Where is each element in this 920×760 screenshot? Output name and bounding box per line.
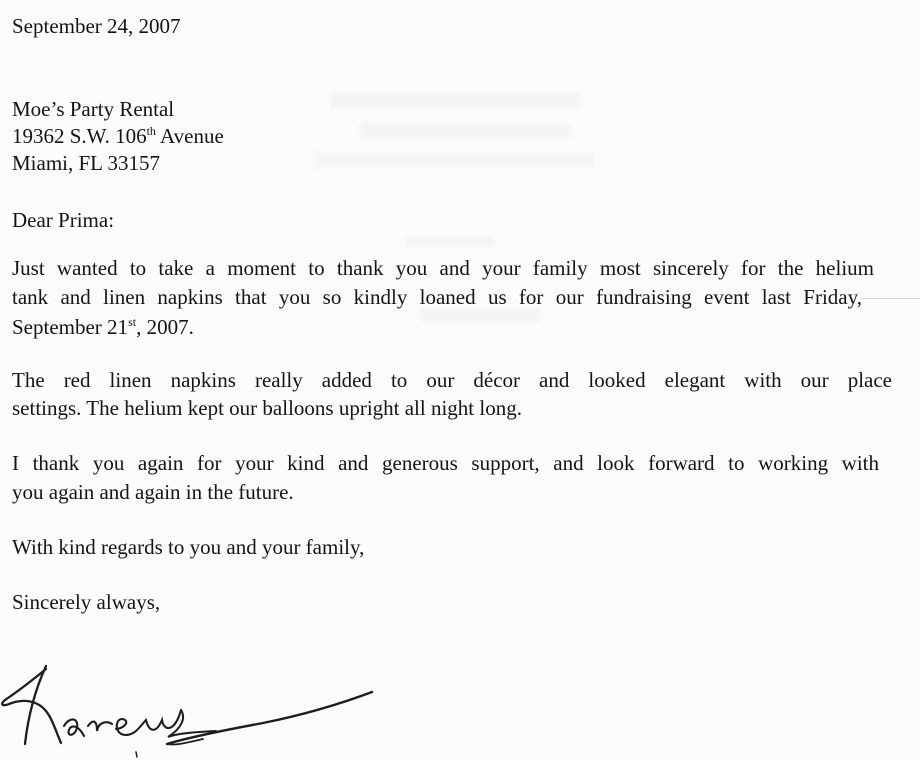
bleed-through-mark [420, 308, 540, 322]
event-date-day: September 21 [12, 315, 129, 339]
letter-date: September 24, 2007 [12, 14, 181, 38]
bleed-through-mark [405, 236, 495, 248]
bleed-through-mark [330, 92, 580, 110]
paragraph-2-line-1: The red linen napkins really added to our décor and looked elegant with our place [12, 368, 892, 392]
paragraph-3-line-1: I thank you again for your kind and generous support, and look forward to working with [12, 451, 879, 475]
regards-line: With kind regards to you and your family, [12, 535, 365, 559]
event-date-year: , 2007. [136, 315, 194, 339]
paragraph-2-line-2: settings. The helium kept our balloons upright all night long. [12, 396, 522, 420]
paragraph-1-line-1: Just wanted to take a moment to thank you and your family most sincerely for the helium [12, 256, 874, 280]
handwritten-signature [0, 640, 390, 760]
paragraph-1-line-2: tank and linen napkins that you so kindly loaned us for our fundraising event last Friday, [12, 285, 862, 309]
closing-line: Sincerely always, [12, 590, 161, 614]
scan-edge-line [862, 298, 920, 299]
recipient-city: Miami, FL 33157 [12, 151, 160, 175]
bleed-through-mark [315, 152, 595, 168]
recipient-name: Moe’s Party Rental [12, 97, 175, 121]
paragraph-3-line-2: you again and again in the future. [12, 480, 294, 504]
recipient-street-suffix: th [146, 124, 156, 138]
paragraph-1-line-3 [12, 314, 194, 340]
event-date-suffix: st [128, 315, 137, 329]
recipient-street-name: Avenue [155, 124, 224, 148]
bleed-through-mark [360, 122, 570, 138]
salutation: Dear Prima: [12, 208, 115, 232]
recipient-street-number: 19362 S.W. 106 [12, 124, 147, 148]
recipient-street [12, 123, 224, 149]
